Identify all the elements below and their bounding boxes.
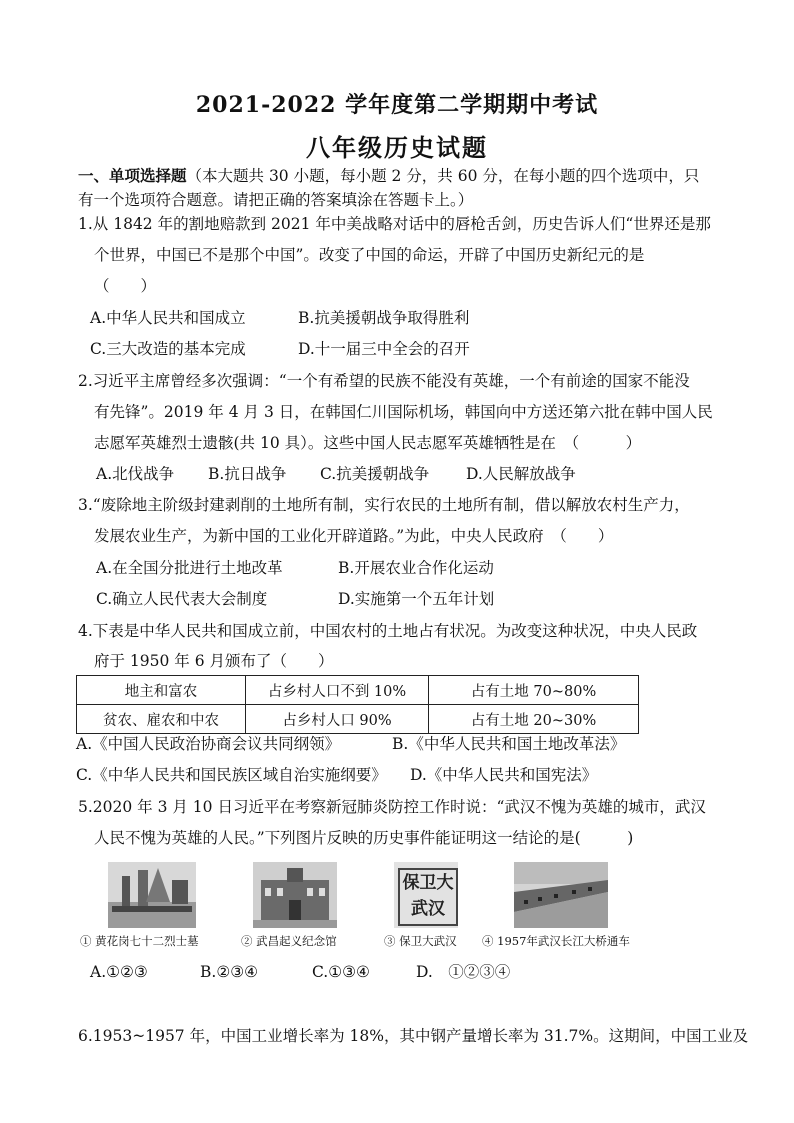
section-instructions-text: （本大题共 30 小题，每小题 2 分，共 60 分，在每小题的四个选项中，只 — [186, 167, 700, 185]
exam-title: 2021-2022 学年度第二学期期中考试 — [195, 92, 599, 118]
defend-wuhan-poster-photo — [394, 862, 458, 928]
section-instructions-line-1 — [78, 166, 699, 186]
q2-stem-line-2: 有先锋”。2019 年 4 月 3 日，在韩国仁川国际机场，韩国向中方送还第六批在韩中国人民 — [94, 403, 713, 421]
q3-option-a: A.在全国分批进行土地改革 — [96, 559, 283, 577]
q3-stem-line-1: 3.“废除地主阶级封建剥削的土地所有制，实行农民的土地所有制，借以解放农村生产力， — [78, 496, 690, 514]
q4-option-c: C.《中华人民共和国民族区域自治实施纲要》 — [76, 766, 387, 784]
exam-subtitle: 八年级历史试题 — [306, 133, 488, 162]
q5-option-d: D. ①②③④ — [416, 963, 511, 981]
land-ownership-table — [76, 675, 639, 734]
q2-option-c: C.抗美援朝战争 — [320, 465, 430, 483]
q1-option-d: D.十一届三中全会的召开 — [298, 340, 470, 358]
q4-stem-line-2: 府于 1950 年 6 月颁布了（ ） — [94, 652, 334, 670]
q4-option-a: A.《中国人民政治协商会议共同纲领》 — [76, 735, 341, 753]
table-cell: 贫农、雇农和中农 — [77, 705, 246, 734]
table-cell: 占有土地 70~80% — [429, 676, 639, 705]
photo-caption-3: ③ 保卫大武汉 — [384, 934, 457, 948]
q1-option-c: C.三大改造的基本完成 — [90, 340, 246, 358]
section-heading: 一、单项选择题 — [78, 166, 187, 185]
q3-option-c: C.确立人民代表大会制度 — [96, 590, 268, 608]
q4-stem-line-1: 4.下表是中华人民共和国成立前，中国农村的土地占有状况。为改变这种状况，中央人民政 — [78, 622, 698, 640]
q1-stem-line-1: 1.从 1842 年的割地赔款到 2021 年中美战略对话中的唇枪舌剑，历史告诉人们“世界还是那 — [78, 215, 711, 233]
q4-option-d: D.《中华人民共和国宪法》 — [410, 766, 598, 784]
table-cell: 占乡村人口 90% — [246, 705, 429, 734]
q2-stem-line-1: 2.习近平主席曾经多次强调：“一个有希望的民族不能没有英雄，一个有前途的国家不能没 — [78, 372, 690, 390]
wuchang-uprising-hall-photo — [253, 862, 337, 928]
q4-option-b: B.《中华人民共和国土地改革法》 — [392, 735, 626, 753]
poster-text: 保卫大武汉 — [398, 868, 458, 926]
table-row — [77, 705, 639, 734]
q2-stem-line-3: 志愿军英雄烈士遗骸(共 10 具）。这些中国人民志愿军英雄牺牲是在 （ ） — [94, 434, 642, 452]
q5-stem-line-2: 人民不愧为英雄的人民。”下列图片反映的历史事件能证明这一结论的是( ) — [94, 829, 634, 847]
bridge-image-icon — [514, 862, 608, 928]
photo-caption-4: ④ 1957年武汉长江大桥通车 — [482, 934, 630, 948]
q3-option-d: D.实施第一个五年计划 — [338, 590, 495, 608]
photo-caption-1: ① 黄花岗七十二烈士墓 — [80, 934, 199, 948]
building-image-icon — [253, 862, 337, 928]
q1-stem-line-2: 个世界，中国已不是那个中国”。改变了中国的命运，开辟了中国历史新纪元的是 — [94, 246, 645, 264]
q5-option-a: A.①②③ — [90, 963, 148, 981]
q2-option-d: D.人民解放战争 — [466, 465, 576, 483]
q1-option-a: A.中华人民共和国成立 — [90, 309, 246, 327]
table-row — [77, 676, 639, 705]
q6-stem-line-1: 6.1953~1957 年，中国工业增长率为 18%，其中钢产量增长率为 31.7%。这期间，中国工业及 — [78, 1027, 749, 1045]
huanghuagang-tomb-photo — [108, 862, 196, 928]
section-instructions-line-2: 有一个选项符合题意。请把正确的答案填涂在答题卡上。） — [78, 191, 474, 209]
table-cell: 地主和富农 — [77, 676, 246, 705]
photo-caption-2: ② 武昌起义纪念馆 — [241, 934, 337, 948]
q3-stem-line-2: 发展农业生产，为新中国的工业化开辟道路。”为此，中央人民政府 （ ） — [94, 527, 614, 545]
q1-answer-blank: （ ） — [94, 277, 157, 295]
q5-stem-line-1: 5.2020 年 3 月 10 日习近平在考察新冠肺炎防控工作时说：“武汉不愧为英雄的城市，武汉 — [78, 798, 706, 816]
q5-option-c: C.①③④ — [312, 963, 370, 981]
q2-option-b: B.抗日战争 — [208, 465, 287, 483]
q1-option-b: B.抗美援朝战争取得胜利 — [298, 309, 470, 327]
wuhan-yangtze-bridge-photo — [514, 862, 608, 928]
tomb-image-icon — [108, 862, 196, 928]
q3-option-b: B.开展农业合作化运动 — [338, 559, 494, 577]
q5-option-b: B.②③④ — [200, 963, 259, 981]
table-cell: 占有土地 20~30% — [429, 705, 639, 734]
q2-option-a: A.北伐战争 — [96, 465, 175, 483]
table-cell: 占乡村人口不到 10% — [246, 676, 429, 705]
